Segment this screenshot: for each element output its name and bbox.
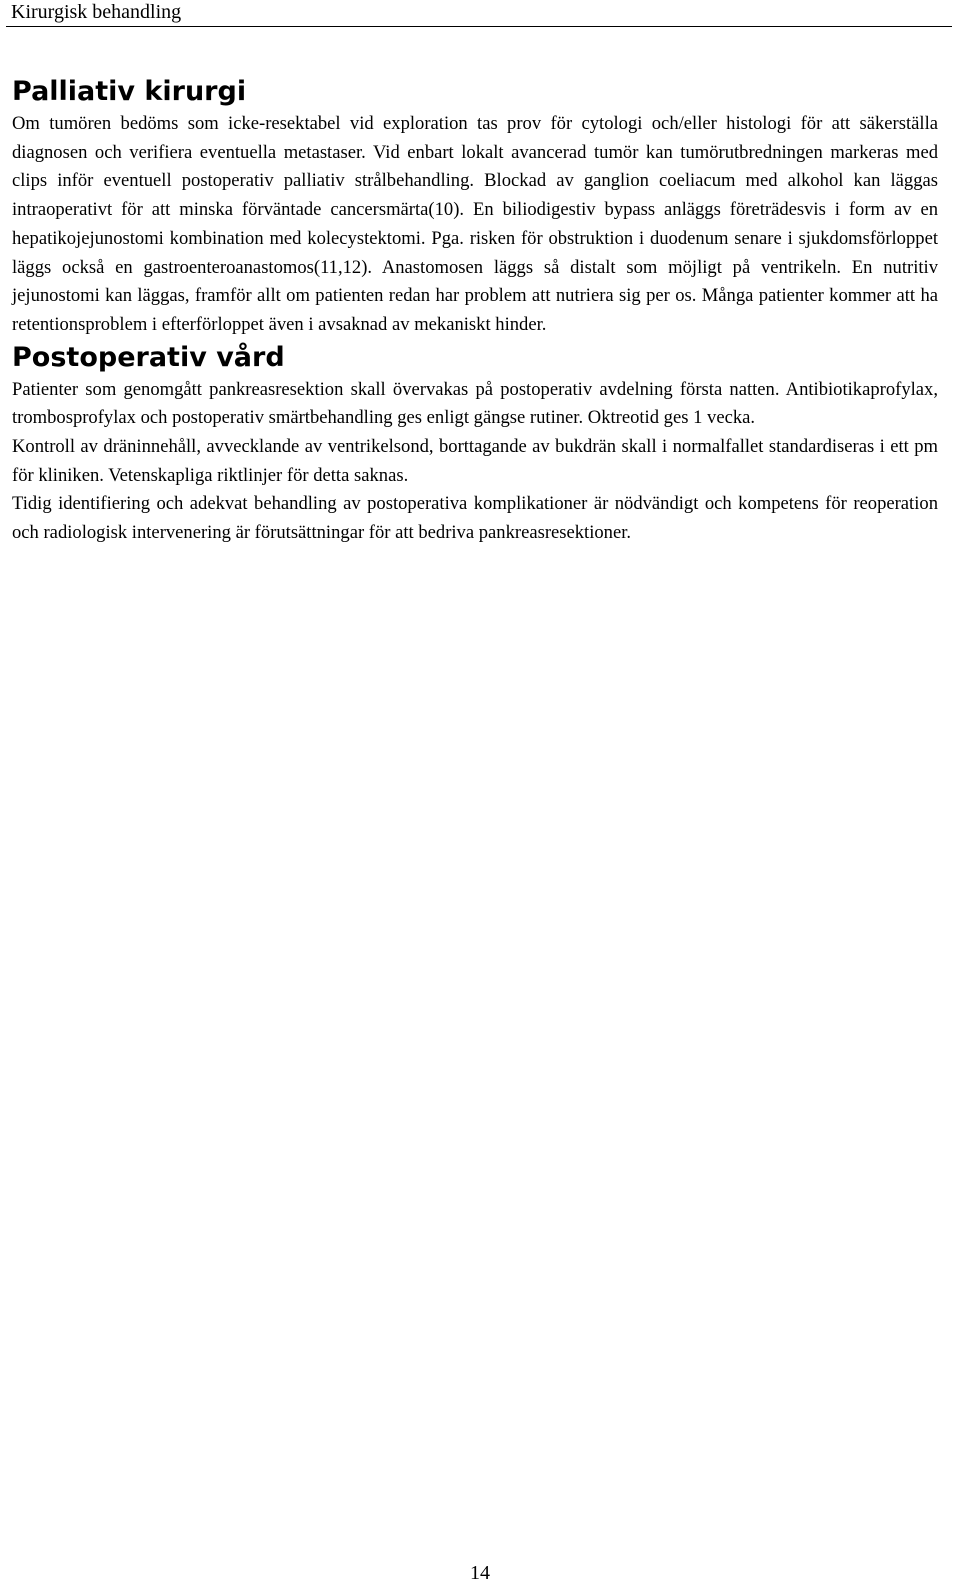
running-header <box>6 0 952 27</box>
section-heading: Postoperativ vård <box>12 341 285 373</box>
paragraph: Kontroll av dräninnehåll, avvecklande av ventrikelsond, borttagande av bukdrän skall i normalfallet standardiseras i ett pm för kliniken. Vetenskapliga riktlinjer för detta saknas. <box>12 436 938 486</box>
page-number: 14 <box>470 1562 490 1584</box>
paragraph: Om tumören bedöms som icke-resektabel vid exploration tas prov för cytologi och/eller histologi för att säkerställa diagnosen och verifiera eventuella metastaser. Vid enbart lokalt avancerad tumör kan tumörutbredningen markeras med clips inför eventuell postoperativ palliativ strålbehandling. Blockad av ganglion coeliacum med alkohol kan läggas intraoperativt för att minska förväntade cancersmärta(10). En biliodigestiv bypass anläggs företrädesvis i form av en hepatikojejunostomi kombination med kolecystektomi. Pga. risken för obstruktion i duodenum senare i sjukdomsförloppet läggs också en gastroenteroanastomos(11,12). Anastomosen läggs så distalt som möjligt på ventrikeln. En nutritiv jejunostomi kan läggas, framför allt om patienten redan har problem att nutriera sig per os. Många patienter kommer att ha retentionsproblem i efterförloppet även i avsaknad av mekaniskt hinder. <box>12 113 938 335</box>
paragraph: Patienter som genomgått pankreasresektion skall övervakas på postoperativ avdelning första natten. Antibiotikaprofylax, trombosprofylax och postoperativ smärtbehandling ges enligt gängse rutiner. Oktreotid ges 1 vecka. <box>12 378 938 429</box>
section-heading: Palliativ kirurgi <box>12 76 247 107</box>
paragraph: Tidig identifiering och adekvat behandling av postoperativa komplikationer är nödvändigt och kompetens för reoperation och radiologisk intervenering är förutsättningar för att bedriva pankreasresektioner. <box>12 493 938 544</box>
section-palliativ-kirurgi <box>12 74 938 340</box>
document-body <box>12 74 938 548</box>
running-header-title: Kirurgisk behandling <box>11 1 182 23</box>
section-postoperativ-vard <box>12 340 938 548</box>
